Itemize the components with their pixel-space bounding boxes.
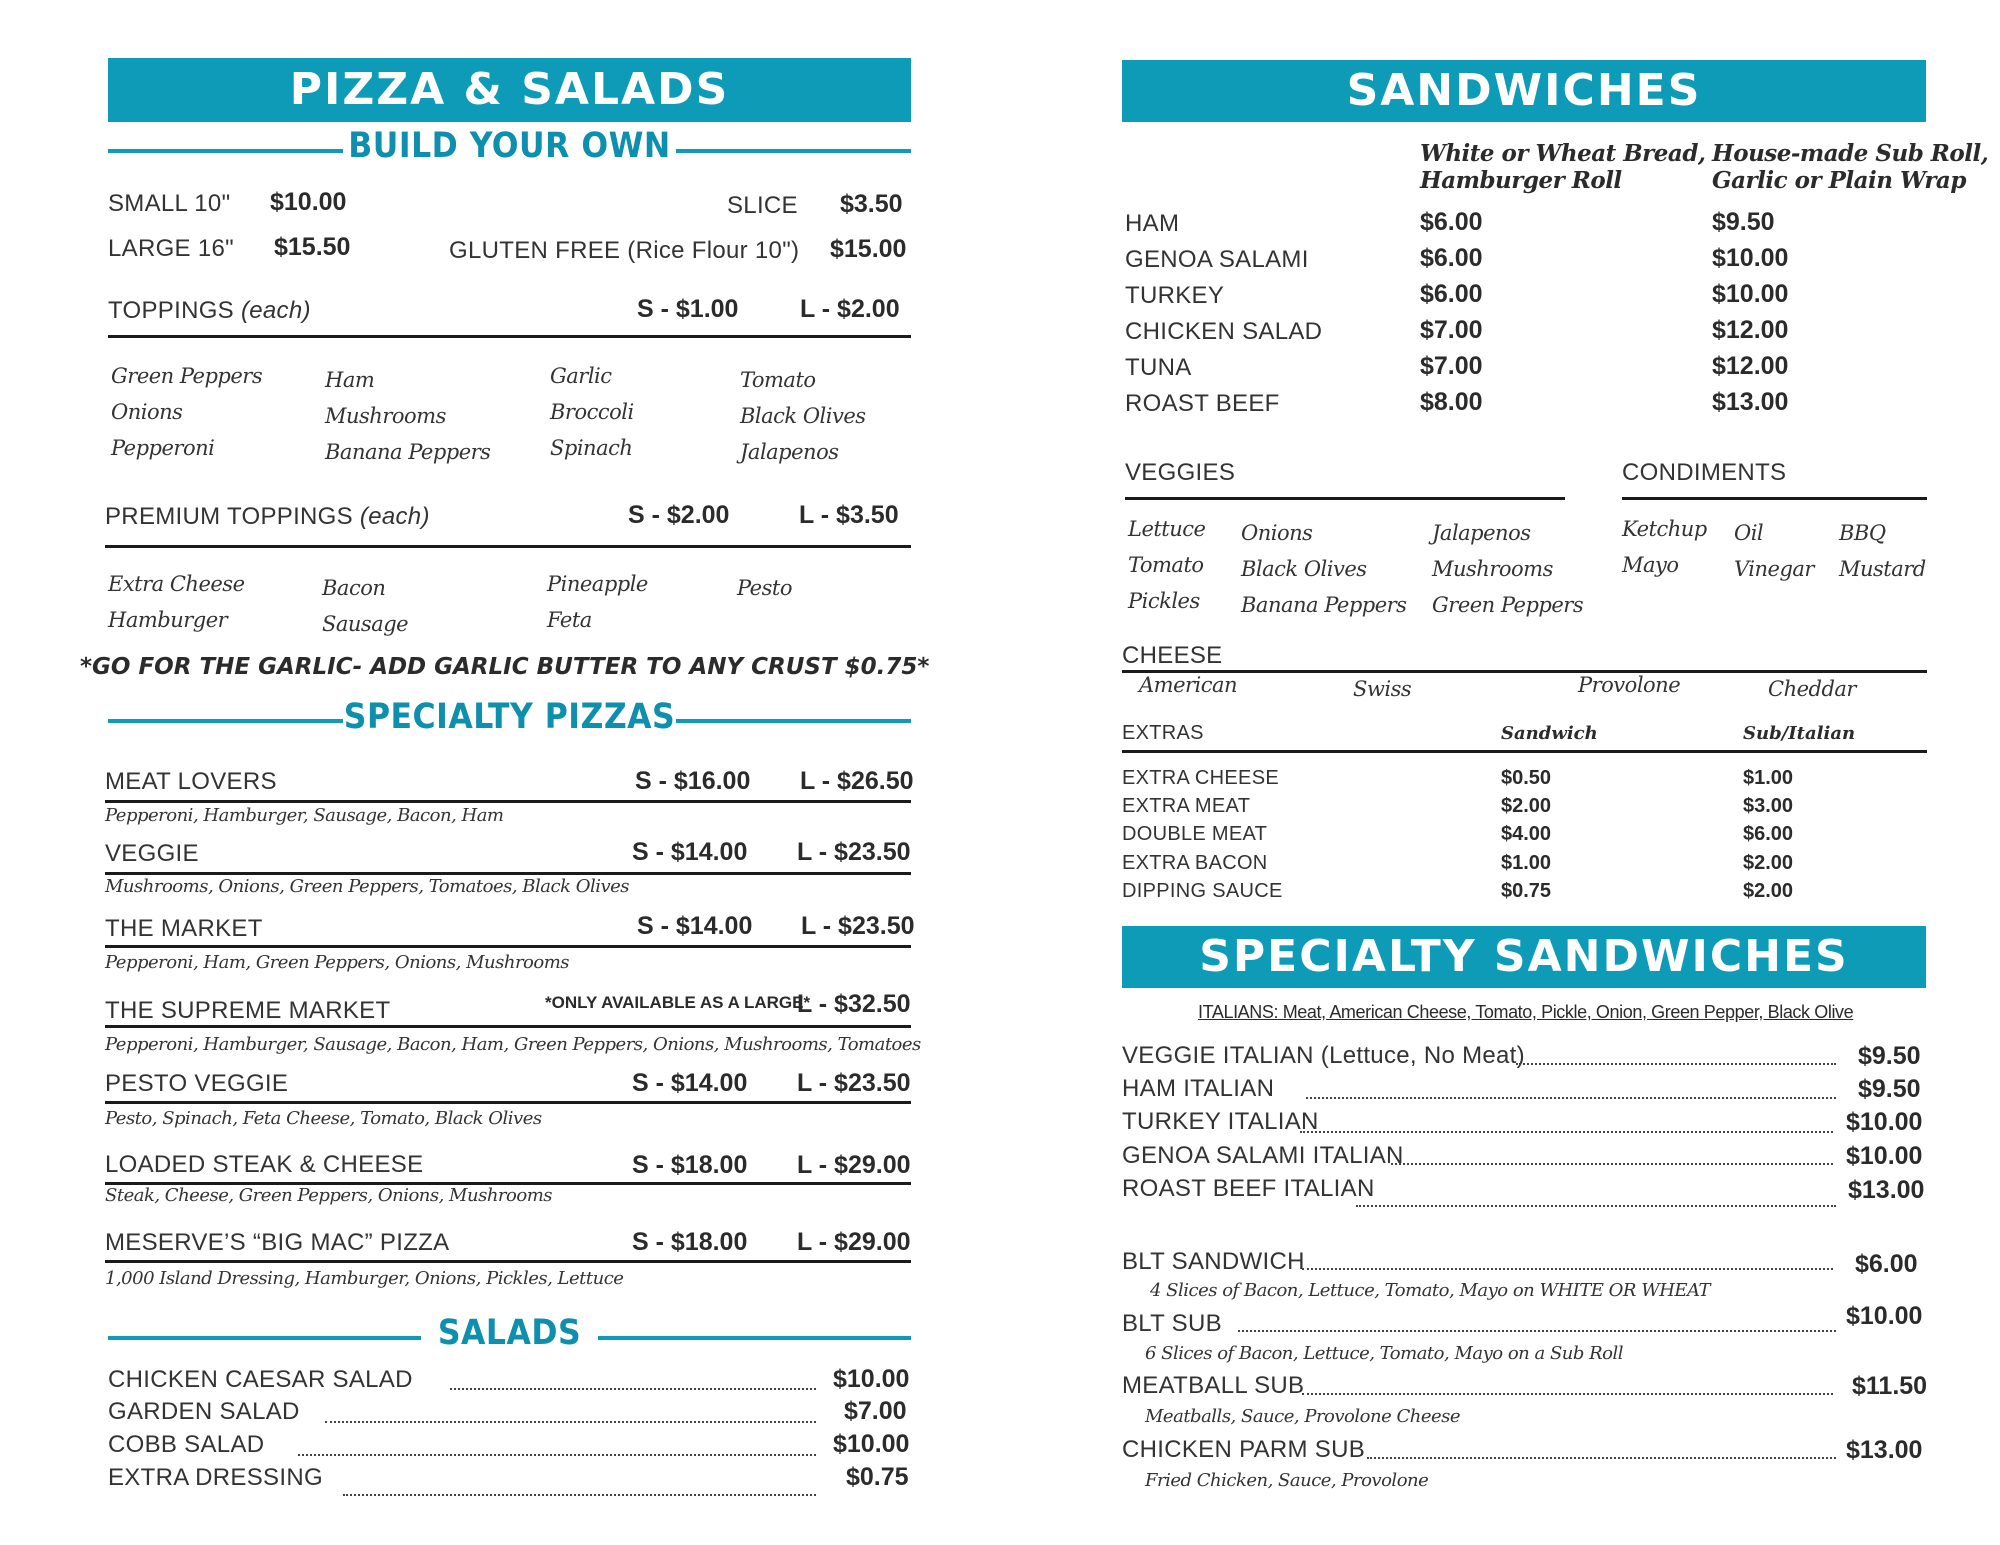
- condiment-item: Mustard: [1839, 557, 1926, 581]
- dot-leader: [450, 1388, 816, 1390]
- premium-topping-item: Pineapple: [547, 572, 648, 596]
- salad-name: GARDEN SALAD: [108, 1398, 300, 1425]
- sandwich-bread-price: $6.00: [1420, 244, 1483, 272]
- cheese-rule: [1122, 670, 1927, 673]
- premium-col-3: [547, 566, 648, 638]
- condiment-item: Oil: [1734, 521, 1764, 545]
- premium-col-2: [322, 570, 408, 642]
- specialty-sandwich-name: CHICKEN PARM SUB: [1122, 1436, 1366, 1463]
- large-size-label: LARGE 16": [108, 235, 234, 262]
- gluten-free-price: $15.00: [830, 235, 907, 263]
- gluten-free-label: GLUTEN FREE (Rice Flour 10"): [449, 237, 800, 264]
- dot-leader: [1356, 1205, 1836, 1207]
- premium-col-4: [737, 570, 792, 606]
- extra-sub-price: $6.00: [1743, 823, 1794, 845]
- specialty-sandwich-description: Meatballs, Sauce, Provolone Cheese: [1145, 1406, 1461, 1427]
- specialty-pizza-large-price: L - $29.00: [797, 1151, 911, 1179]
- toppings-col-4: [740, 362, 866, 470]
- dot-leader: [1302, 1268, 1833, 1270]
- toppings-col-3: [550, 358, 634, 466]
- condiments-label: CONDIMENTS: [1622, 459, 1787, 486]
- extra-sub-price: $3.00: [1743, 795, 1794, 817]
- extra-sandwich-price: $4.00: [1501, 823, 1552, 845]
- sandwich-sub-price: $13.00: [1712, 388, 1789, 416]
- topping-item: Spinach: [550, 436, 633, 460]
- extra-name: DOUBLE MEAT: [1122, 823, 1268, 845]
- specialty-pizza-description: Steak, Cheese, Green Peppers, Onions, Mushrooms: [105, 1185, 552, 1206]
- divider: [108, 719, 343, 723]
- sandwich-sub-price: $12.00: [1712, 352, 1789, 380]
- veggie-item: Banana Peppers: [1241, 593, 1407, 617]
- toppings-small-price: S - $1.00: [637, 295, 739, 323]
- specialty-pizza-small-price: S - $16.00: [635, 767, 751, 795]
- small-size-price: $10.00: [270, 188, 347, 216]
- divider: [598, 1336, 911, 1340]
- each-note: (each): [359, 503, 430, 530]
- build-your-own-heading: BUILD YOUR OWN: [348, 126, 671, 166]
- veggie-item: Jalapenos: [1432, 521, 1531, 545]
- sandwich-name: CHICKEN SALAD: [1125, 318, 1323, 345]
- divider: [108, 1336, 421, 1340]
- sandwich-bread-price: $8.00: [1420, 388, 1483, 416]
- extra-name: EXTRA CHEESE: [1122, 767, 1279, 789]
- veggies-col-1: [1128, 511, 1205, 619]
- dot-leader: [1391, 1163, 1833, 1165]
- veggies-col-2: [1241, 515, 1406, 623]
- toppings-col-1: [111, 358, 262, 466]
- veggie-item: Onions: [1241, 521, 1313, 545]
- toppings-rule: [108, 335, 911, 338]
- specialty-pizza-name: THE MARKET: [105, 915, 263, 942]
- specialty-sandwich-price: $10.00: [1846, 1302, 1923, 1330]
- sandwich-name: GENOA SALAMI: [1125, 246, 1309, 273]
- garlic-note: *GO FOR THE GARLIC- ADD GARLIC BUTTER TO ANY CRUST $0.75*: [80, 654, 930, 680]
- extra-sub-price: $1.00: [1743, 767, 1794, 789]
- topping-item: Broccoli: [550, 400, 634, 424]
- specialty-pizza-small-price: S - $14.00: [632, 1069, 748, 1097]
- specialty-pizza-description: 1,000 Island Dressing, Hamburger, Onions, Pickles, Lettuce: [105, 1268, 624, 1289]
- toppings-col-2: [325, 362, 490, 470]
- dot-leader: [325, 1421, 816, 1423]
- italian-name: TURKEY ITALIAN: [1122, 1108, 1319, 1135]
- premium-topping-item: Extra Cheese: [108, 572, 245, 596]
- sandwich-sub-price: $12.00: [1712, 316, 1789, 344]
- salad-price: $10.00: [833, 1430, 910, 1458]
- toppings-large-price: L - $2.00: [800, 295, 900, 323]
- topping-item: Black Olives: [740, 404, 866, 428]
- toppings-label: TOPPINGS (each): [108, 297, 311, 324]
- specialty-sandwiches-title: SPECIALTY SANDWICHES: [1199, 931, 1849, 982]
- sandwich-bread-price: $6.00: [1420, 208, 1483, 236]
- sandwich-sub-price: $10.00: [1712, 280, 1789, 308]
- premium-topping-item: Pesto: [737, 576, 792, 600]
- premium-toppings-label: PREMIUM TOPPINGS (each): [105, 503, 430, 530]
- italian-name: GENOA SALAMI ITALIAN: [1122, 1142, 1404, 1169]
- row-rule: [105, 1101, 911, 1104]
- extra-name: EXTRA BACON: [1122, 852, 1268, 874]
- italian-price: $10.00: [1846, 1108, 1923, 1136]
- divider: [676, 149, 911, 153]
- salad-name: CHICKEN CAESAR SALAD: [108, 1366, 413, 1393]
- specialty-pizza-description: Pepperoni, Ham, Green Peppers, Onions, Mushrooms: [105, 952, 570, 973]
- cheese-item: Provolone: [1578, 673, 1681, 697]
- specialty-sandwich-name: BLT SANDWICH: [1122, 1248, 1305, 1275]
- specialty-sandwich-description: 6 Slices of Bacon, Lettuce, Tomato, Mayo on a Sub Roll: [1145, 1343, 1624, 1364]
- specialty-sandwich-price: $6.00: [1855, 1250, 1918, 1278]
- cheese-item: Cheddar: [1768, 677, 1856, 701]
- veggie-item: Mushrooms: [1432, 557, 1553, 581]
- row-rule: [105, 945, 911, 948]
- sub-roll-column-header: House-made Sub Roll, Garlic or Plain Wrap: [1712, 140, 1989, 194]
- dot-leader: [1367, 1457, 1836, 1459]
- condiment-item: Mayo: [1622, 553, 1679, 577]
- sandwiches-title: SANDWICHES: [1346, 65, 1702, 116]
- large-only-note: *ONLY AVAILABLE AS A LARGE*: [545, 993, 811, 1012]
- premium-topping-item: Feta: [547, 608, 592, 632]
- topping-item: Mushrooms: [325, 404, 446, 428]
- italian-name: ROAST BEEF ITALIAN: [1122, 1175, 1375, 1202]
- sandwich-name: TUNA: [1125, 354, 1192, 381]
- extra-sandwich-price: $0.50: [1501, 767, 1552, 789]
- sandwich-name: ROAST BEEF: [1125, 390, 1280, 417]
- condiments-col-3: [1839, 515, 1926, 587]
- specialty-pizzas-heading: SPECIALTY PIZZAS: [343, 697, 676, 737]
- cheese-item: Swiss: [1353, 677, 1412, 701]
- premium-topping-item: Bacon: [322, 576, 386, 600]
- dot-leader: [1300, 1131, 1833, 1133]
- specialty-pizza-large-price: L - $26.50: [800, 767, 914, 795]
- sandwich-sub-price: $9.50: [1712, 208, 1775, 236]
- topping-item: Tomato: [740, 368, 816, 392]
- italian-price: $9.50: [1858, 1042, 1921, 1070]
- row-rule: [105, 1260, 911, 1263]
- salad-price: $7.00: [844, 1397, 907, 1425]
- veggies-rule: [1125, 497, 1565, 500]
- premium-rule: [105, 545, 911, 548]
- specialty-pizza-small-price: S - $14.00: [632, 838, 748, 866]
- specialty-pizza-large-price: L - $29.00: [797, 1228, 911, 1256]
- premium-topping-item: Hamburger: [108, 608, 228, 632]
- specialty-pizza-description: Pesto, Spinach, Feta Cheese, Tomato, Black Olives: [105, 1108, 542, 1129]
- extra-sub-price: $2.00: [1743, 880, 1794, 902]
- specialty-sandwich-description: 4 Slices of Bacon, Lettuce, Tomato, Mayo on WHITE OR WHEAT: [1150, 1280, 1711, 1301]
- sandwich-bread-price: $7.00: [1420, 316, 1483, 344]
- extras-rule: [1122, 750, 1927, 753]
- dot-leader: [1306, 1097, 1836, 1099]
- extra-sandwich-price: $1.00: [1501, 852, 1552, 874]
- italian-price: $10.00: [1846, 1142, 1923, 1170]
- dot-leader: [1516, 1063, 1836, 1065]
- row-rule: [105, 1025, 911, 1028]
- specialty-pizza-description: Mushrooms, Onions, Green Peppers, Tomatoes, Black Olives: [105, 876, 630, 897]
- extra-sandwich-price: $0.75: [1501, 880, 1552, 902]
- veggie-item: Pickles: [1128, 589, 1200, 613]
- veggie-item: Lettuce: [1128, 517, 1206, 541]
- condiments-col-2: [1734, 515, 1814, 587]
- veggies-label: VEGGIES: [1125, 459, 1236, 486]
- specialty-pizza-name: LOADED STEAK & CHEESE: [105, 1151, 424, 1178]
- cheese-label: CHEESE: [1122, 642, 1223, 669]
- slice-price: $3.50: [840, 190, 903, 218]
- specialty-sandwich-description: Fried Chicken, Sauce, Provolone: [1145, 1470, 1429, 1491]
- specialty-pizza-large-price: L - $23.50: [797, 838, 911, 866]
- bread-column-header: White or Wheat Bread, Hamburger Roll: [1420, 140, 1706, 194]
- italian-name: HAM ITALIAN: [1122, 1075, 1275, 1102]
- extra-name: DIPPING SAUCE: [1122, 880, 1283, 902]
- pizza-salads-title: PIZZA & SALADS: [289, 64, 730, 115]
- topping-item: Banana Peppers: [325, 440, 491, 464]
- extra-sandwich-price: $2.00: [1501, 795, 1552, 817]
- sandwich-sub-price: $10.00: [1712, 244, 1789, 272]
- italians-note: ITALIANS: Meat, American Cheese, Tomato, Pickle, Onion, Green Pepper, Black Olive: [1198, 1002, 1854, 1022]
- specialty-pizza-small-price: S - $18.00: [632, 1151, 748, 1179]
- specialty-sandwiches-banner: [1122, 926, 1926, 988]
- row-rule: [105, 800, 911, 803]
- italian-name: VEGGIE ITALIAN (Lettuce, No Meat): [1122, 1042, 1525, 1069]
- italian-price: $9.50: [1858, 1075, 1921, 1103]
- italian-price: $13.00: [1848, 1176, 1925, 1204]
- topping-item: Pepperoni: [111, 436, 215, 460]
- premium-topping-item: Sausage: [322, 612, 409, 636]
- specialty-sandwich-price: $13.00: [1846, 1436, 1923, 1464]
- salad-price: $0.75: [846, 1463, 909, 1491]
- condiment-item: Ketchup: [1622, 517, 1707, 541]
- specialty-pizza-small-price: S - $18.00: [632, 1228, 748, 1256]
- specialty-sandwich-name: BLT SUB: [1122, 1310, 1222, 1337]
- salad-name: COBB SALAD: [108, 1431, 265, 1458]
- dot-leader: [1302, 1393, 1833, 1395]
- topping-item: Green Peppers: [111, 364, 263, 388]
- specialty-pizza-name: THE SUPREME MARKET: [105, 997, 391, 1024]
- premium-small-price: S - $2.00: [628, 501, 730, 529]
- condiment-item: Vinegar: [1734, 557, 1814, 581]
- specialty-sandwich-name: MEATBALL SUB: [1122, 1372, 1305, 1399]
- pizza-salads-banner: [108, 58, 911, 122]
- sandwich-bread-price: $7.00: [1420, 352, 1483, 380]
- specialty-pizza-small-price: S - $14.00: [637, 912, 753, 940]
- premium-large-price: L - $3.50: [799, 501, 899, 529]
- each-note: (each): [240, 297, 311, 324]
- salad-name: EXTRA DRESSING: [108, 1464, 323, 1491]
- sandwich-bread-price: $6.00: [1420, 280, 1483, 308]
- extras-label: EXTRAS: [1122, 722, 1204, 744]
- slice-label: SLICE: [727, 192, 798, 219]
- dot-leader: [298, 1454, 816, 1456]
- specialty-pizza-name: VEGGIE: [105, 840, 199, 867]
- sandwich-name: HAM: [1125, 210, 1180, 237]
- condiments-col-1: [1622, 511, 1707, 583]
- topping-item: Garlic: [550, 364, 612, 388]
- veggies-col-3: [1432, 515, 1583, 623]
- condiments-rule: [1622, 497, 1927, 500]
- veggie-item: Black Olives: [1241, 557, 1367, 581]
- veggie-item: Tomato: [1128, 553, 1204, 577]
- divider: [108, 149, 343, 153]
- large-size-price: $15.50: [274, 233, 351, 261]
- dot-leader: [343, 1494, 816, 1496]
- specialty-pizza-large-price: L - $23.50: [797, 1069, 911, 1097]
- specialty-pizza-name: MESERVE’S “BIG MAC” PIZZA: [105, 1229, 450, 1256]
- extras-sub-header: Sub/Italian: [1743, 723, 1856, 744]
- specialty-pizza-large-price: L - $23.50: [801, 912, 915, 940]
- extras-sandwich-header: Sandwich: [1501, 723, 1598, 744]
- specialty-sandwich-price: $11.50: [1852, 1372, 1928, 1400]
- salad-price: $10.00: [833, 1365, 910, 1393]
- topping-item: Ham: [325, 368, 375, 392]
- extra-sub-price: $2.00: [1743, 852, 1794, 874]
- sandwich-name: TURKEY: [1125, 282, 1225, 309]
- topping-item: Jalapenos: [740, 440, 839, 464]
- extra-name: EXTRA MEAT: [1122, 795, 1251, 817]
- small-size-label: SMALL 10": [108, 190, 231, 217]
- row-rule: [105, 872, 911, 875]
- specialty-pizza-name: PESTO VEGGIE: [105, 1070, 289, 1097]
- specialty-pizza-description: Pepperoni, Hamburger, Sausage, Bacon, Ham, Green Peppers, Onions, Mushrooms, Tomatoes: [105, 1034, 921, 1055]
- dot-leader: [1238, 1330, 1836, 1332]
- veggie-item: Green Peppers: [1432, 593, 1584, 617]
- salads-heading: SALADS: [437, 1313, 582, 1353]
- divider: [676, 719, 911, 723]
- sandwiches-banner: [1122, 60, 1926, 122]
- cheese-item: American: [1139, 673, 1238, 697]
- topping-item: Onions: [111, 400, 183, 424]
- specialty-pizza-description: Pepperoni, Hamburger, Sausage, Bacon, Ham: [105, 805, 504, 826]
- specialty-pizza-large-price: L - $32.50: [797, 990, 911, 1018]
- premium-col-1: [108, 566, 245, 638]
- condiment-item: BBQ: [1839, 521, 1886, 545]
- specialty-pizza-name: MEAT LOVERS: [105, 768, 277, 795]
